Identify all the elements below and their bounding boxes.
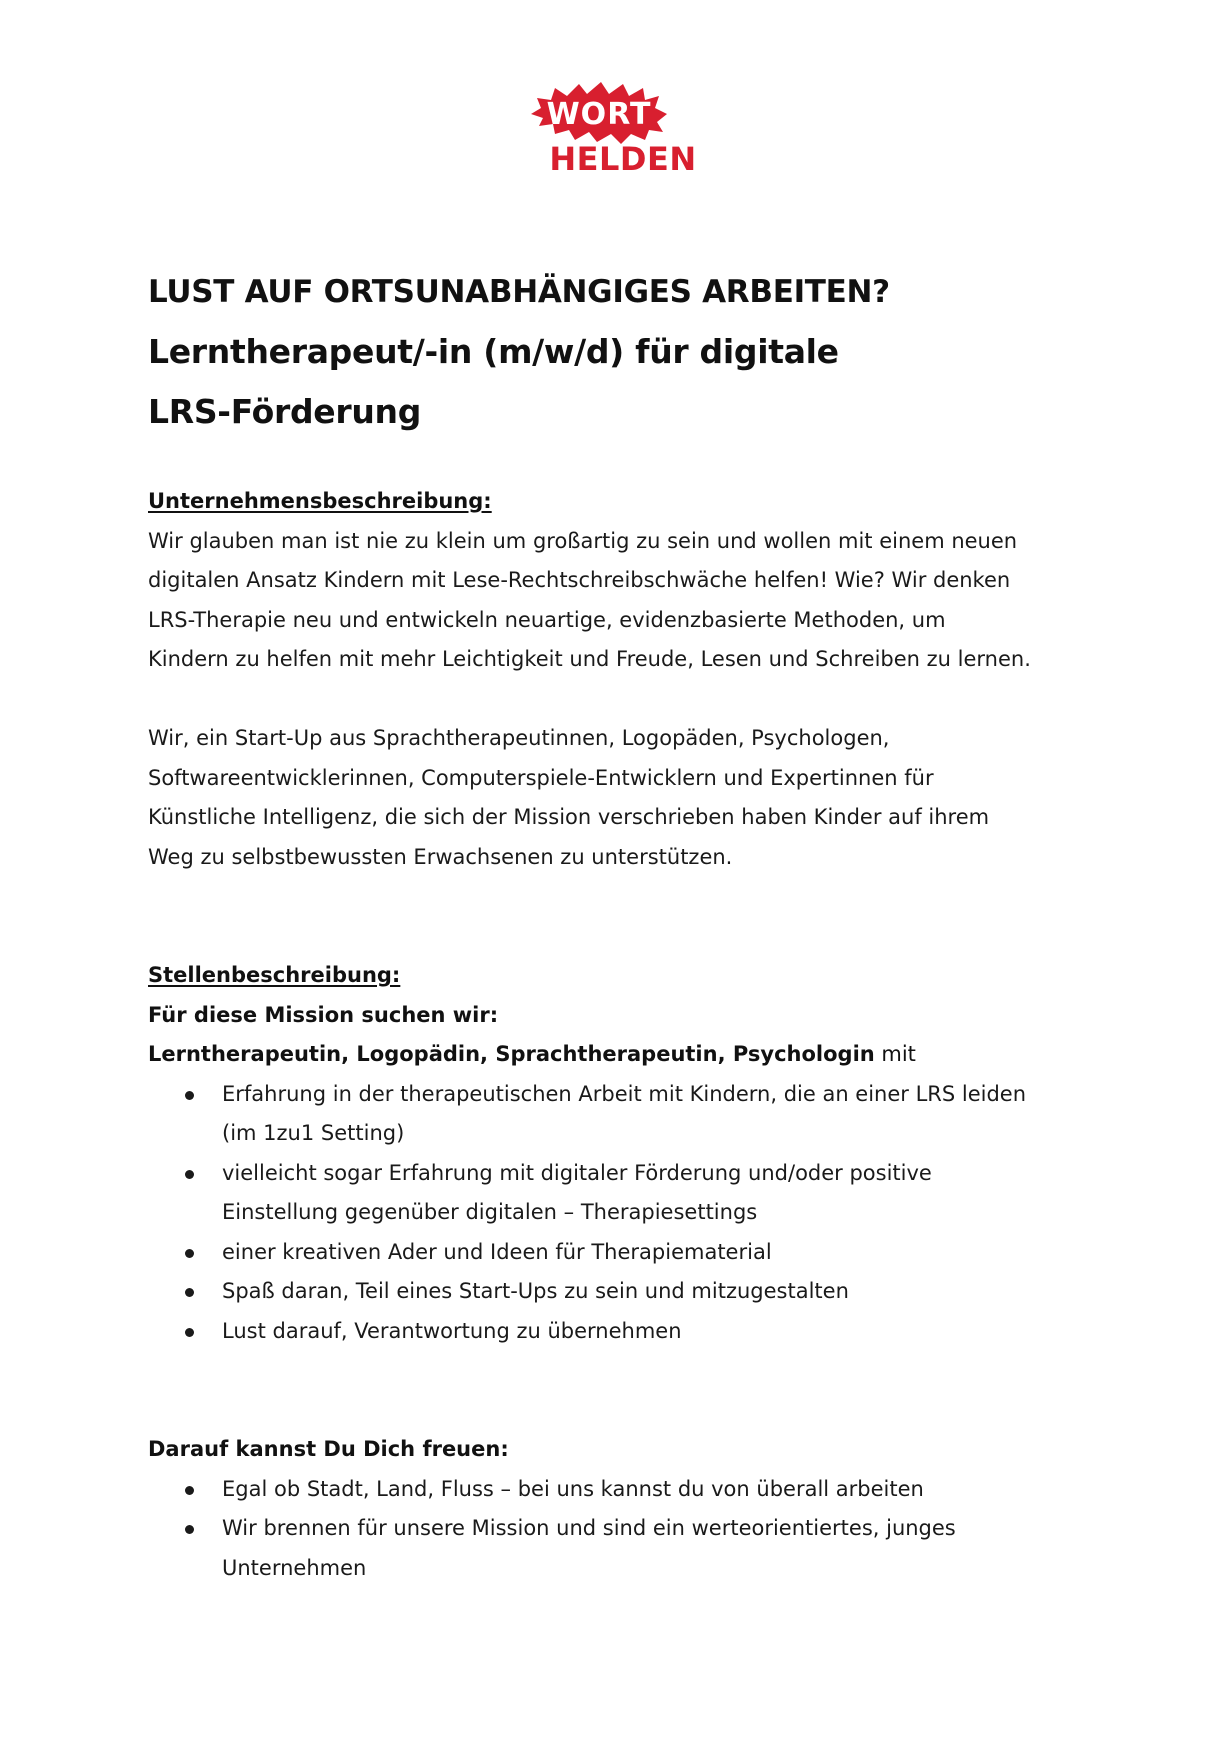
- logo-graphic: [523, 78, 703, 178]
- bullet-icon: [185, 1328, 194, 1337]
- list-item: [148, 1233, 1088, 1273]
- list-item: [148, 1075, 1088, 1154]
- benefits-list: [148, 1470, 1088, 1589]
- document-content: [148, 262, 1088, 1588]
- bullet-icon: [185, 1249, 194, 1258]
- list-item-line: Unternehmen: [222, 1555, 367, 1580]
- benefits-heading: Darauf kannst Du Dich freuen:: [148, 1437, 509, 1461]
- list-item-line: einer kreativen Ader und Ideen für Therapiematerial: [222, 1239, 772, 1264]
- logo-line2: HELDEN: [549, 140, 697, 178]
- list-item-line: Lust darauf, Verantwortung zu übernehmen: [222, 1318, 682, 1343]
- list-item: [148, 1272, 1088, 1312]
- job-heading: Stellenbeschreibung:: [148, 963, 401, 987]
- job-roles-suffix: mit: [874, 1042, 916, 1066]
- bullet-icon: [185, 1170, 194, 1179]
- bullet-icon: [185, 1091, 194, 1100]
- bullet-icon: [185, 1288, 194, 1297]
- job-roles: [148, 1035, 1088, 1075]
- company-paragraph-2: [148, 719, 1088, 877]
- paragraph-line: LRS-Therapie neu und entwickeln neuartige, evidenzbasierte Methoden, um: [148, 607, 946, 632]
- paragraph-line: Wir glauben man ist nie zu klein um großartig zu sein und wollen mit einem neuen: [148, 528, 1018, 553]
- list-item-line: Erfahrung in der therapeutischen Arbeit mit Kindern, die an einer LRS leiden: [222, 1081, 1027, 1106]
- list-item: [148, 1509, 1088, 1588]
- list-item-line: Wir brennen für unsere Mission und sind ein werteorientiertes, junges: [222, 1516, 956, 1540]
- paragraph-line: Künstliche Intelligenz, die sich der Mission verschrieben haben Kinder auf ihrem: [148, 805, 990, 829]
- list-item-line: Einstellung gegenüber digitalen – Therapiesettings: [222, 1200, 758, 1224]
- company-heading: Unternehmensbeschreibung:: [148, 489, 492, 513]
- list-item-line: Spaß daran, Teil eines Start-Ups zu sein und mitzugestalten: [222, 1279, 849, 1303]
- wortHelden-logo: [523, 78, 703, 178]
- list-item: [148, 1470, 1088, 1510]
- paragraph-line: Kindern zu helfen mit mehr Leichtigkeit und Freude, Lesen und Schreiben zu lernen.: [148, 647, 1031, 671]
- job-requirements-list: [148, 1075, 1088, 1352]
- bullet-icon: [185, 1486, 194, 1495]
- job-intro: Für diese Mission suchen wir:: [148, 1002, 499, 1027]
- list-item: [148, 1154, 1088, 1233]
- paragraph-line: Softwareentwicklerinnen, Computerspiele-Entwicklern und Expertinnen für: [148, 765, 934, 790]
- job-roles-bold: Lerntherapeutin, Logopädin, Sprachtherapeutin, Psychologin: [148, 1042, 875, 1066]
- list-item: [148, 1312, 1088, 1352]
- company-paragraph-1: [148, 522, 1088, 680]
- list-item-line: Egal ob Stadt, Land, Fluss – bei uns kannst du von überall arbeiten: [222, 1476, 924, 1501]
- list-item-line: (im 1zu1 Setting): [222, 1121, 405, 1145]
- job-title-line: Lerntherapeut/-in (m/w/d) für digitale: [148, 332, 839, 371]
- job-title-line: LRS-Förderung: [148, 392, 422, 431]
- job-title: [148, 322, 1088, 442]
- paragraph-line: Wir, ein Start-Up aus Sprachtherapeutinnen, Logopäden, Psychologen,: [148, 726, 890, 750]
- paragraph-line: digitalen Ansatz Kindern mit Lese-Rechtschreibschwäche helfen! Wie? Wir denken: [148, 568, 1011, 592]
- headline-kicker: LUST AUF ORTSUNABHÄNGIGES ARBEITEN?: [148, 274, 890, 310]
- logo-line1: WORT: [546, 97, 652, 132]
- list-item-line: vielleicht sogar Erfahrung mit digitaler Förderung und/oder positive: [222, 1160, 932, 1185]
- paragraph-line: Weg zu selbstbewussten Erwachsenen zu unterstützen.: [148, 844, 733, 869]
- bullet-icon: [185, 1525, 194, 1534]
